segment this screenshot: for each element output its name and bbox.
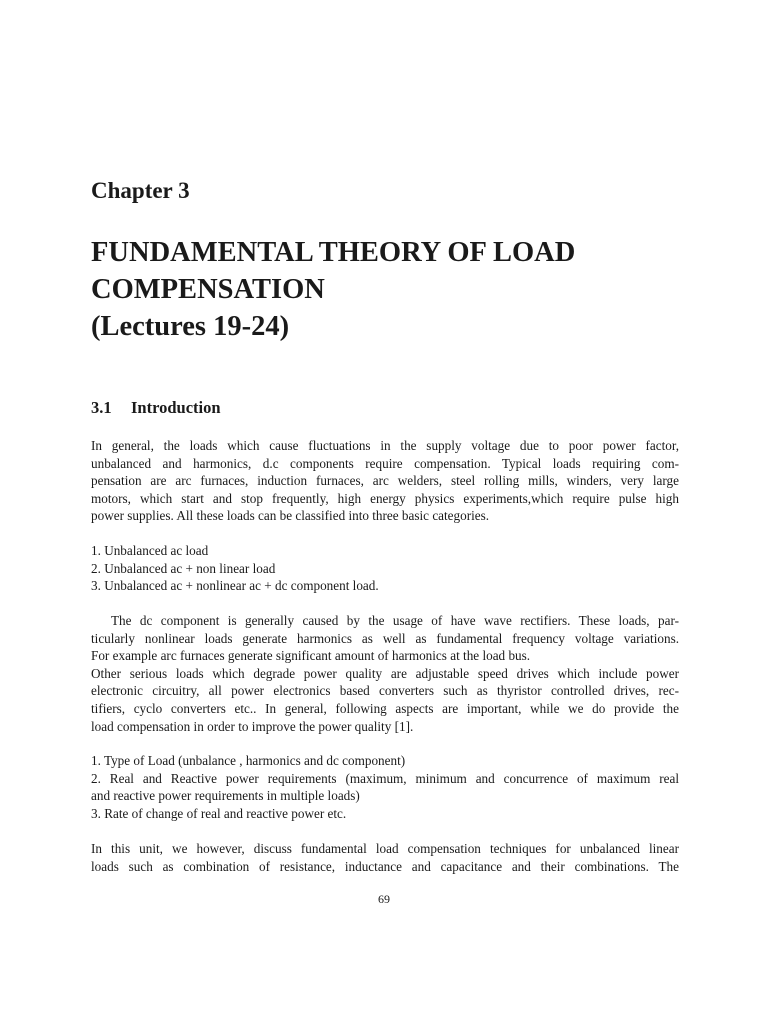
compensation-aspects-list — [91, 752, 679, 822]
list-item: and reactive power requirements in multiple loads) — [91, 788, 360, 804]
unit-scope-paragraph — [91, 840, 679, 875]
list-item: 2. Real and Reactive power requirements (maximum, minimum and concurrence of maximum real — [91, 770, 679, 786]
dc-component-paragraph — [91, 612, 679, 735]
chapter-title-line: COMPENSATION — [91, 274, 325, 305]
paragraph-line: ticularly nonlinear loads generate harmonics as well as fundamental frequency voltage variations. — [91, 630, 679, 646]
paragraph-line: In general, the loads which cause fluctuations in the supply voltage due to poor power factor, — [91, 438, 679, 453]
paragraph-line: pensation are arc furnaces, induction furnaces, arc welders, steel rolling mills, winders, very large — [91, 473, 679, 489]
paragraph-line: For example arc furnaces generate significant amount of harmonics at the load bus. — [91, 648, 531, 664]
list-item: 1. Type of Load (unbalance , harmonics and dc component) — [91, 753, 406, 768]
chapter-title-line: (Lectures 19-24) — [91, 311, 290, 342]
paragraph-line: tifiers, cyclo converters etc.. In general, following aspects are important, while we do provide the — [91, 700, 679, 716]
list-item: 3. Unbalanced ac + nonlinear ac + dc component load. — [91, 578, 379, 594]
list-item: 3. Rate of change of real and reactive power etc. — [91, 805, 347, 821]
paragraph-line: motors, which start and stop frequently, high energy physics experiments,which require pulse high — [91, 490, 679, 506]
paragraph-line: The dc component is generally caused by the usage of have wave rectifiers. These loads, par- — [111, 613, 679, 628]
paragraph-line: Other serious loads which degrade power quality are adjustable speed drives which include power — [91, 665, 679, 681]
section-heading — [91, 397, 221, 419]
chapter-title-line: FUNDAMENTAL THEORY OF LOAD — [91, 237, 576, 268]
paragraph-line: load compensation in order to improve the power quality [1]. — [91, 718, 414, 734]
section-number: 3.1 — [91, 398, 112, 417]
chapter-label: Chapter 3 — [91, 178, 190, 203]
intro-paragraph — [91, 437, 679, 525]
list-item: 1. Unbalanced ac load — [91, 543, 209, 558]
paragraph-line: electronic circuitry, all power electronics based converters such as thyristor controlled drives, rec- — [91, 683, 679, 699]
list-item: 2. Unbalanced ac + non linear load — [91, 560, 276, 576]
page-number: 69 — [378, 892, 390, 906]
section-title: Introduction — [131, 398, 221, 417]
paragraph-line: power supplies. All these loads can be classified into three basic categories. — [91, 508, 490, 524]
paragraph-line: In this unit, we however, discuss fundamental load compensation techniques for unbalanced linear — [91, 841, 679, 856]
chapter-title — [91, 234, 691, 345]
paragraph-line: unbalanced and harmonics, d.c components require compensation. Typical loads requiring com- — [91, 455, 679, 471]
load-categories-list — [91, 542, 679, 595]
paragraph-line: loads such as combination of resistance, inductance and capacitance and their combinations. The — [91, 858, 679, 874]
